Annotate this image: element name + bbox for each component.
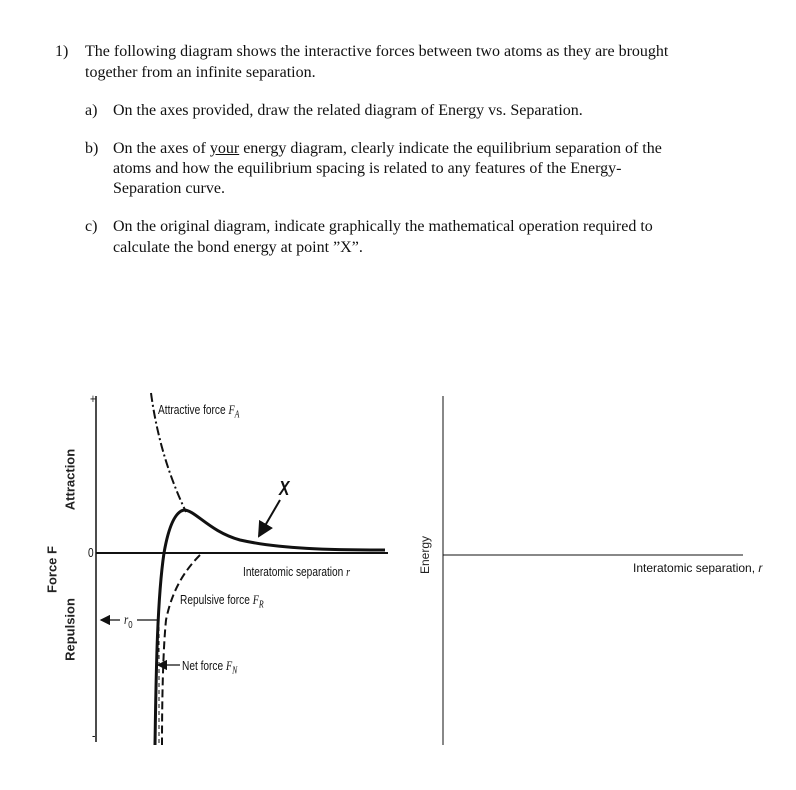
r0-label (124, 611, 133, 631)
attraction-label: Attraction (62, 448, 78, 511)
question-number: 1) (55, 43, 69, 60)
tick-plus: + (90, 391, 96, 406)
part-c-line1: On the original diagram, indicate graphically the mathematical operation required to (113, 218, 653, 235)
part-b-line2: atoms and how the equilibrium spacing is related to any features of the Energy- (113, 160, 622, 177)
subscript: N (232, 665, 238, 677)
point-x-label: X (279, 478, 290, 500)
tick-minus: - (92, 728, 96, 743)
part-c-line2: calculate the bond energy at point ”X”. (113, 239, 363, 256)
text: energy diagram, clearly indicate the equilibrium separation of the (239, 140, 662, 157)
symbol: F (252, 592, 259, 607)
text: Interatomic separation (243, 564, 347, 579)
attractive-force-label (158, 402, 239, 421)
tick-zero: 0 (88, 545, 94, 560)
force-axis-title: Force F (44, 546, 60, 593)
repulsive-force-label (180, 592, 264, 611)
underlined-text: your (209, 140, 240, 157)
x-axis-label (243, 564, 350, 580)
part-a-text: On the axes provided, draw the related diagram of Energy vs. Separation. (113, 102, 583, 119)
question-intro-line2: together from an infinite separation. (85, 64, 316, 81)
text: Interatomic separation, (633, 561, 759, 575)
part-b-line3: Separation curve. (113, 180, 225, 197)
text: On the axes of (113, 140, 210, 157)
subscript: A (234, 409, 240, 421)
question-intro-line1: The following diagram shows the interactive forces between two atoms as they are brought (85, 43, 669, 60)
text: Repulsive force (180, 592, 253, 607)
subscript: 0 (128, 619, 133, 631)
symbol: r (758, 561, 763, 575)
repulsion-label: Repulsion (62, 598, 78, 661)
energy-x-axis-label (633, 561, 762, 575)
text: Attractive force (158, 402, 229, 417)
symbol: r (346, 564, 351, 579)
net-force-label (182, 658, 237, 677)
symbol: F (228, 402, 235, 417)
net-force-curve (155, 510, 385, 745)
symbol: F (225, 658, 233, 673)
repulsive-force-curve (162, 555, 200, 745)
energy-axis-title: Energy (418, 535, 432, 575)
part-c-label: c) (85, 218, 98, 235)
text: Net force (182, 658, 226, 673)
part-b-label: b) (85, 140, 99, 157)
part-a-label: a) (85, 102, 98, 119)
symbol: r (124, 613, 129, 628)
subscript: R (258, 599, 264, 611)
point-x-arrow (259, 500, 280, 536)
